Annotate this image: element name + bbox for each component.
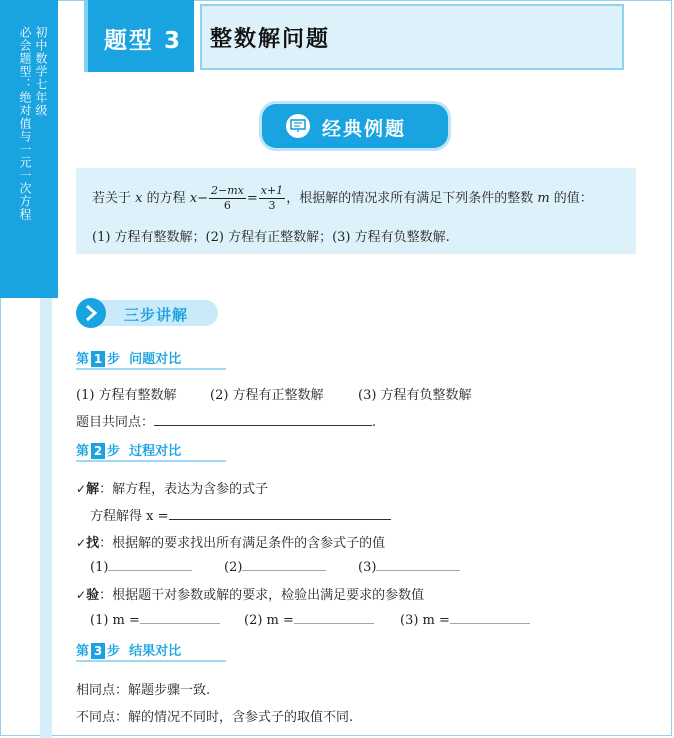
step1-item-3: (3) 方程有负整数解 [358, 388, 472, 403]
step2-solve-answer: 方程解得 x = [90, 505, 391, 524]
check-item-2: (2) m = [244, 611, 374, 628]
check-icon: ✓ [76, 536, 87, 550]
check-blank-2[interactable] [294, 611, 374, 624]
step2-solve: ✓解：解方程，表达为含参的式子 [76, 482, 269, 497]
step3-header: 第 3 步 结果对比 [76, 644, 182, 659]
fraction-left: $\frac{2-mx}{6}$ [211, 184, 244, 212]
sidebar-book-title: 必会题型：绝对值与一元一次方程 [18, 26, 32, 221]
step3-diff: 不同点：解的情况不同时，含参式子的取值不同. [76, 710, 354, 725]
step1-divider [76, 368, 226, 370]
find-blank-1[interactable] [108, 558, 192, 571]
problem-statement: 若关于 x 的方程 x− $\frac{2-mx}{6}$ = $\frac{x+1}{3}$ ，根据解的情况求所有满足下列条件的整数 m 的值： [92, 184, 593, 212]
check-icon: ✓ [76, 588, 87, 602]
check-blank-1[interactable] [140, 611, 220, 624]
common-blank[interactable] [154, 413, 372, 426]
find-item-1: (1) [90, 558, 192, 575]
three-steps-label: 三步讲解 [124, 306, 189, 324]
step1-common: 题目共同点： . [76, 415, 377, 430]
solution-blank[interactable] [169, 507, 391, 520]
check-item-1: (1) m = [90, 611, 220, 628]
check-item-3: (3) m = [400, 611, 530, 628]
board-icon [286, 114, 310, 138]
section-title: 整数解问题 [210, 27, 331, 52]
step2-header: 第 2 步 过程对比 [76, 444, 182, 459]
step2-divider [76, 460, 226, 462]
find-item-3: (3) [358, 558, 460, 575]
find-blank-3[interactable] [376, 558, 460, 571]
step1-item-1: (1) 方程有整数解 [76, 388, 177, 403]
problem-conditions: (1) 方程有整数解；(2) 方程有正整数解；(3) 方程有负整数解. [92, 230, 450, 245]
step1-item-2: (2) 方程有正整数解 [210, 388, 324, 403]
step3-same: 相同点：解题步骤一致. [76, 683, 211, 698]
step3-divider [76, 660, 226, 662]
question-type-label: 题型 3 [104, 28, 183, 54]
chevron-right-icon [76, 298, 106, 328]
find-blank-2[interactable] [242, 558, 326, 571]
sidebar-grade-label: 初中数学七年级 [34, 26, 48, 117]
fraction-right: $\frac{x+1}{3}$ [260, 184, 284, 212]
badge-label: 经典例题 [322, 118, 407, 140]
step1-header: 第 1 步 问题对比 [76, 352, 182, 367]
find-item-2: (2) [224, 558, 326, 575]
step2-check: ✓验：根据题干对参数或解的要求，检验出满足要求的参数值 [76, 588, 425, 603]
check-icon: ✓ [76, 482, 87, 496]
step2-find: ✓找：根据解的要求找出所有满足条件的含参式子的值 [76, 536, 386, 551]
check-blank-3[interactable] [450, 611, 530, 624]
